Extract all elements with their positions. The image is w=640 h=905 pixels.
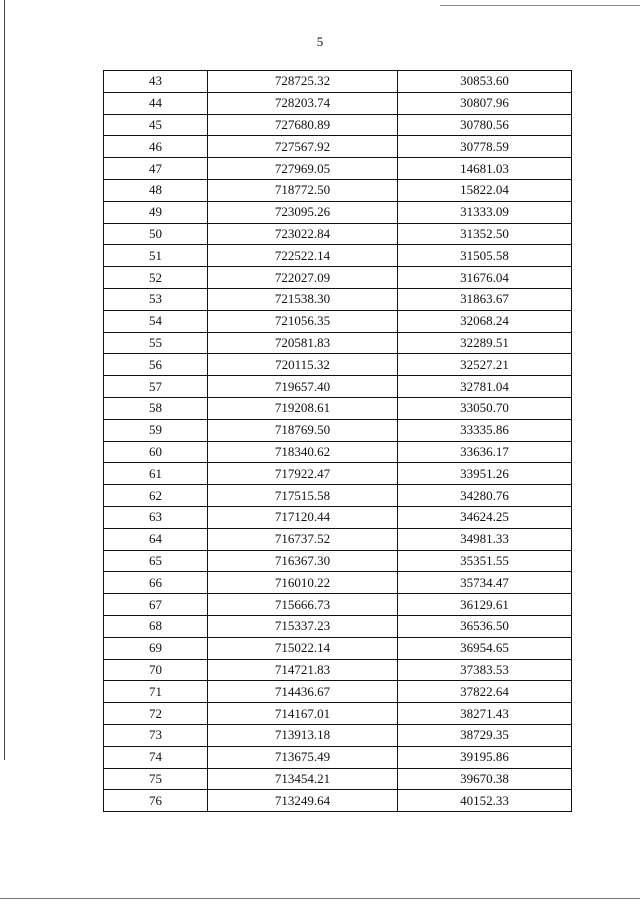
point-number-cell: 72 [104,703,208,725]
x-coordinate-cell: 721538.30 [208,288,398,310]
y-coordinate-cell: 31505.58 [398,245,572,267]
table-row [104,223,572,245]
table-row [104,681,572,703]
x-coordinate-cell: 722522.14 [208,245,398,267]
x-coordinate-cell: 716367.30 [208,550,398,572]
y-coordinate-cell: 34981.33 [398,528,572,550]
point-number-cell: 52 [104,267,208,289]
point-number-cell: 61 [104,463,208,485]
x-coordinate-cell: 720581.83 [208,332,398,354]
table-row [104,376,572,398]
table-row [104,550,572,572]
table-row [104,158,572,180]
y-coordinate-cell: 37383.53 [398,659,572,681]
y-coordinate-cell: 33335.86 [398,419,572,441]
point-number-cell: 65 [104,550,208,572]
point-number-cell: 75 [104,768,208,790]
x-coordinate-cell: 723095.26 [208,201,398,223]
y-coordinate-cell: 36536.50 [398,615,572,637]
y-coordinate-cell: 31352.50 [398,223,572,245]
y-coordinate-cell: 31333.09 [398,201,572,223]
table-row [104,310,572,332]
x-coordinate-cell: 715022.14 [208,637,398,659]
x-coordinate-cell: 717120.44 [208,506,398,528]
table-row [104,615,572,637]
x-coordinate-cell: 713454.21 [208,768,398,790]
point-number-cell: 50 [104,223,208,245]
point-number-cell: 73 [104,724,208,746]
y-coordinate-cell: 35351.55 [398,550,572,572]
y-coordinate-cell: 31863.67 [398,288,572,310]
scan-edge-bottom [0,898,640,899]
point-number-cell: 64 [104,528,208,550]
x-coordinate-cell: 719657.40 [208,376,398,398]
y-coordinate-cell: 32289.51 [398,332,572,354]
point-number-cell: 70 [104,659,208,681]
point-number-cell: 44 [104,92,208,114]
scan-edge-top [440,5,640,6]
y-coordinate-cell: 37822.64 [398,681,572,703]
point-number-cell: 74 [104,746,208,768]
table-row [104,463,572,485]
table-row [104,179,572,201]
point-number-cell: 57 [104,376,208,398]
y-coordinate-cell: 36129.61 [398,594,572,616]
y-coordinate-cell: 30807.96 [398,92,572,114]
x-coordinate-cell: 713913.18 [208,724,398,746]
table-row [104,637,572,659]
x-coordinate-cell: 728725.32 [208,71,398,93]
point-number-cell: 58 [104,397,208,419]
table-row [104,703,572,725]
y-coordinate-cell: 15822.04 [398,179,572,201]
y-coordinate-cell: 32068.24 [398,310,572,332]
table-row [104,288,572,310]
table-row [104,201,572,223]
y-coordinate-cell: 36954.65 [398,637,572,659]
table-row [104,136,572,158]
table-row [104,790,572,812]
point-number-cell: 62 [104,485,208,507]
y-coordinate-cell: 33050.70 [398,397,572,419]
x-coordinate-cell: 714436.67 [208,681,398,703]
y-coordinate-cell: 30778.59 [398,136,572,158]
x-coordinate-cell: 713249.64 [208,790,398,812]
x-coordinate-cell: 715337.23 [208,615,398,637]
x-coordinate-cell: 716737.52 [208,528,398,550]
x-coordinate-cell: 713675.49 [208,746,398,768]
table-row [104,332,572,354]
x-coordinate-cell: 727567.92 [208,136,398,158]
table-row [104,397,572,419]
y-coordinate-cell: 31676.04 [398,267,572,289]
y-coordinate-cell: 14681.03 [398,158,572,180]
y-coordinate-cell: 30853.60 [398,71,572,93]
table-body [104,71,572,812]
point-number-cell: 43 [104,71,208,93]
y-coordinate-cell: 33951.26 [398,463,572,485]
x-coordinate-cell: 714721.83 [208,659,398,681]
x-coordinate-cell: 728203.74 [208,92,398,114]
y-coordinate-cell: 32781.04 [398,376,572,398]
y-coordinate-cell: 39195.86 [398,746,572,768]
table-row [104,267,572,289]
point-number-cell: 51 [104,245,208,267]
y-coordinate-cell: 34280.76 [398,485,572,507]
point-number-cell: 76 [104,790,208,812]
y-coordinate-cell: 40152.33 [398,790,572,812]
x-coordinate-cell: 718769.50 [208,419,398,441]
x-coordinate-cell: 721056.35 [208,310,398,332]
x-coordinate-cell: 727680.89 [208,114,398,136]
table-row [104,724,572,746]
table-row [104,441,572,463]
coordinate-table [103,70,572,812]
x-coordinate-cell: 717922.47 [208,463,398,485]
point-number-cell: 45 [104,114,208,136]
x-coordinate-cell: 718340.62 [208,441,398,463]
table-row [104,528,572,550]
y-coordinate-cell: 35734.47 [398,572,572,594]
x-coordinate-cell: 715666.73 [208,594,398,616]
x-coordinate-cell: 722027.09 [208,267,398,289]
table-row [104,594,572,616]
x-coordinate-cell: 716010.22 [208,572,398,594]
point-number-cell: 54 [104,310,208,332]
table-row [104,419,572,441]
table-row [104,354,572,376]
point-number-cell: 63 [104,506,208,528]
point-number-cell: 55 [104,332,208,354]
point-number-cell: 59 [104,419,208,441]
point-number-cell: 48 [104,179,208,201]
y-coordinate-cell: 30780.56 [398,114,572,136]
table-row [104,659,572,681]
y-coordinate-cell: 38271.43 [398,703,572,725]
point-number-cell: 60 [104,441,208,463]
x-coordinate-cell: 719208.61 [208,397,398,419]
point-number-cell: 68 [104,615,208,637]
point-number-cell: 66 [104,572,208,594]
x-coordinate-cell: 714167.01 [208,703,398,725]
point-number-cell: 46 [104,136,208,158]
table-row [104,92,572,114]
table-row [104,746,572,768]
table-row [104,506,572,528]
point-number-cell: 49 [104,201,208,223]
point-number-cell: 69 [104,637,208,659]
y-coordinate-cell: 38729.35 [398,724,572,746]
x-coordinate-cell: 717515.58 [208,485,398,507]
point-number-cell: 47 [104,158,208,180]
table-row [104,485,572,507]
table-row [104,71,572,93]
point-number-cell: 71 [104,681,208,703]
x-coordinate-cell: 718772.50 [208,179,398,201]
y-coordinate-cell: 33636.17 [398,441,572,463]
table-row [104,114,572,136]
y-coordinate-cell: 32527.21 [398,354,572,376]
point-number-cell: 67 [104,594,208,616]
point-number-cell: 56 [104,354,208,376]
table-row [104,572,572,594]
table-row [104,245,572,267]
table-row [104,768,572,790]
x-coordinate-cell: 720115.32 [208,354,398,376]
page-number: 5 [316,34,324,49]
scan-edge-left [4,0,5,760]
y-coordinate-cell: 39670.38 [398,768,572,790]
x-coordinate-cell: 727969.05 [208,158,398,180]
y-coordinate-cell: 34624.25 [398,506,572,528]
x-coordinate-cell: 723022.84 [208,223,398,245]
point-number-cell: 53 [104,288,208,310]
